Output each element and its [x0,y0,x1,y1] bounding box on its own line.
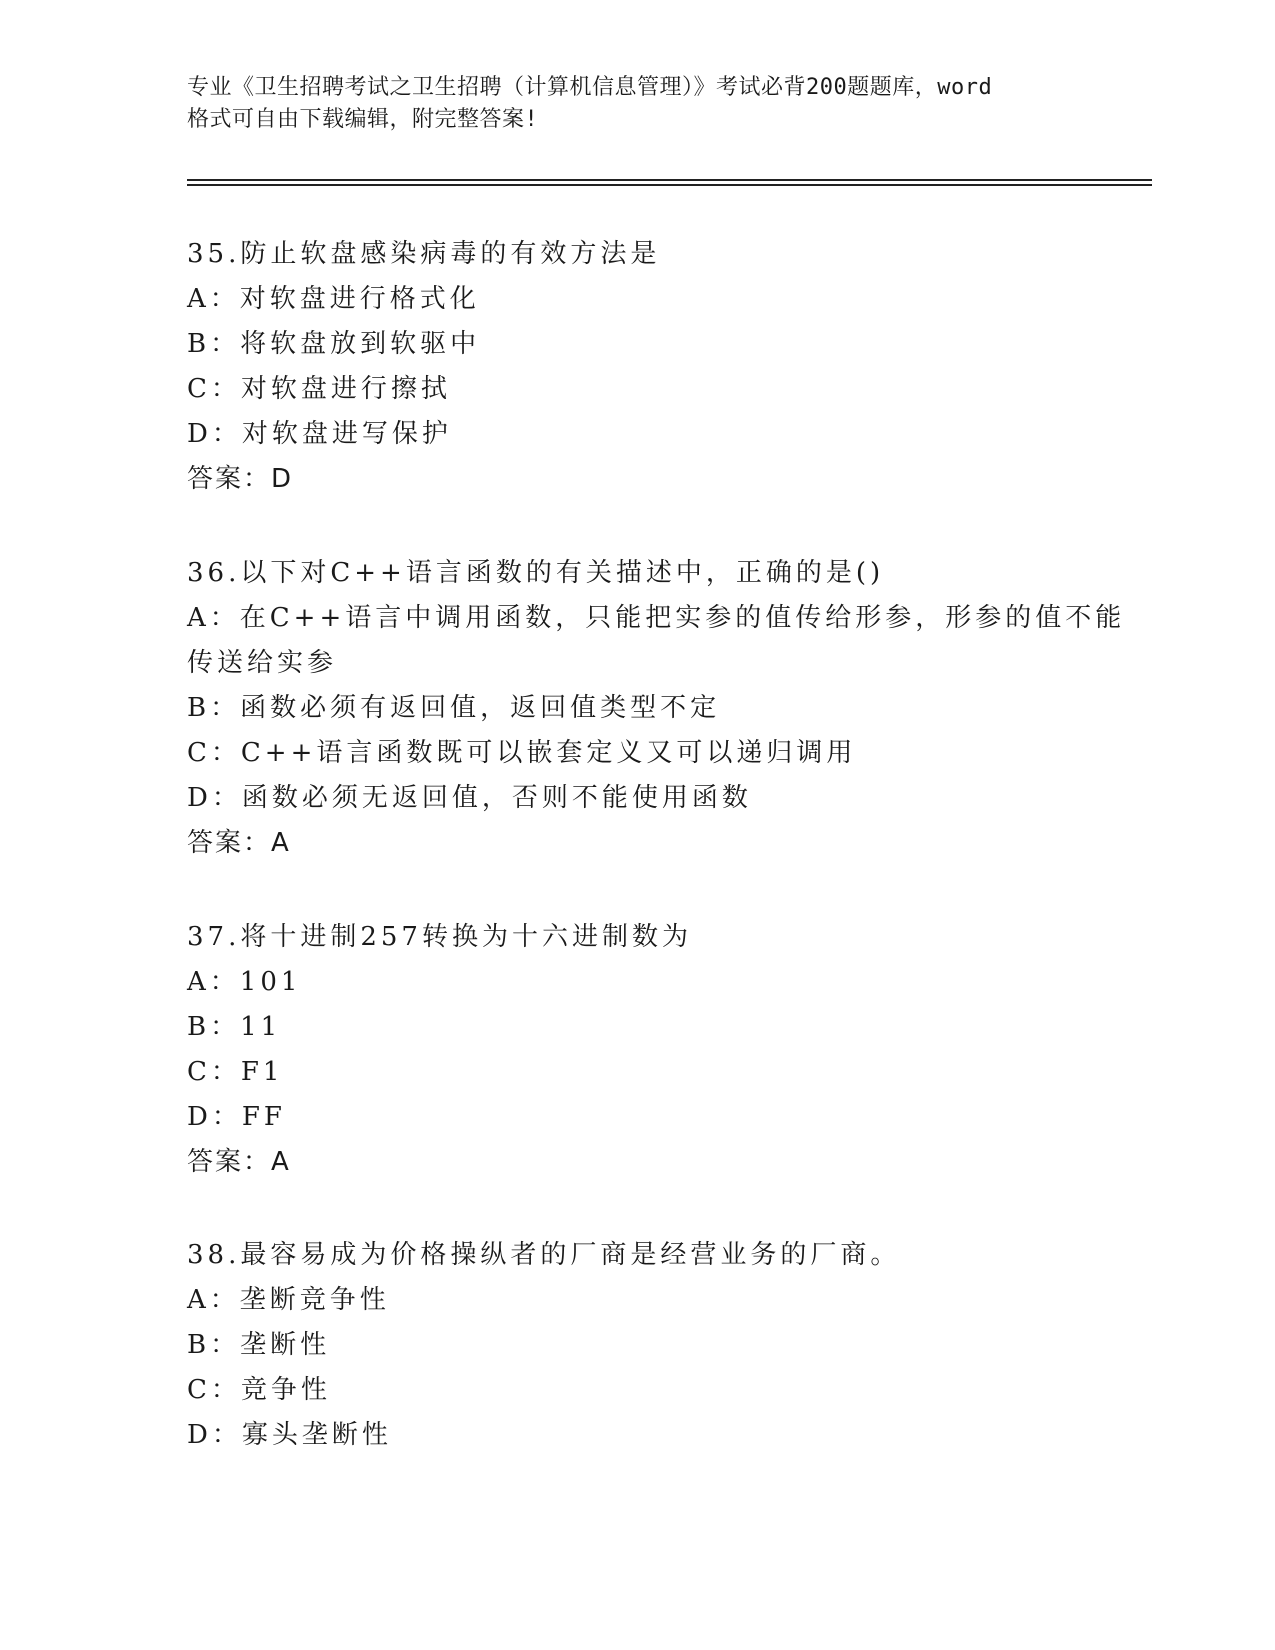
question-38 [187,1233,1087,1458]
option-d: D：函数必须无返回值，否则不能使用函数 [187,783,752,813]
question-37 [187,915,1087,1185]
question-35 [187,232,1087,502]
option-b: B：11 [187,1012,282,1042]
option-c: C：对软盘进行擦拭 [187,374,451,404]
option-a-continued: 传送给实参 [187,648,338,678]
answer-line: 答案：D [187,464,294,494]
option-b: B：函数必须有返回值，返回值类型不定 [187,693,721,723]
header-divider-bottom [187,184,1152,186]
option-a: A：对软盘进行格式化 [187,284,480,314]
answer-line: 答案：A [187,828,291,858]
header-divider-top [187,179,1152,181]
question-stem: 38.最容易成为价格操纵者的厂商是经营业务的厂商。 [187,1240,901,1270]
option-a: A：101 [187,967,302,997]
question-36 [187,551,1126,866]
option-d: D：FF [187,1102,286,1132]
option-c: C：C++语言函数既可以嵌套定义又可以递归调用 [187,738,857,768]
option-a: A：垄断竞争性 [187,1285,390,1315]
question-stem: 37.将十进制257转换为十六进制数为 [187,922,692,952]
question-stem: 36.以下对C++语言函数的有关描述中，正确的是() [187,558,885,588]
document-header [187,72,1087,136]
option-b: B：将软盘放到软驱中 [187,329,481,359]
option-d: D：寡头垄断性 [187,1420,392,1450]
question-stem: 35.防止软盘感染病毒的有效方法是 [187,239,661,269]
option-c: C：F1 [187,1057,284,1087]
option-b: B：垄断性 [187,1330,331,1360]
option-a: A：在C++语言中调用函数，只能把实参的值传给形参，形参的值不能 [187,603,1126,633]
option-d: D：对软盘进写保护 [187,419,452,449]
header-line-2: 格式可自由下载编辑，附完整答案! [187,107,539,132]
answer-line: 答案：A [187,1147,291,1177]
header-line-1: 专业《卫生招聘考试之卫生招聘（计算机信息管理）》考试必背200题题库，word [187,75,993,100]
option-c: C：竞争性 [187,1375,331,1405]
